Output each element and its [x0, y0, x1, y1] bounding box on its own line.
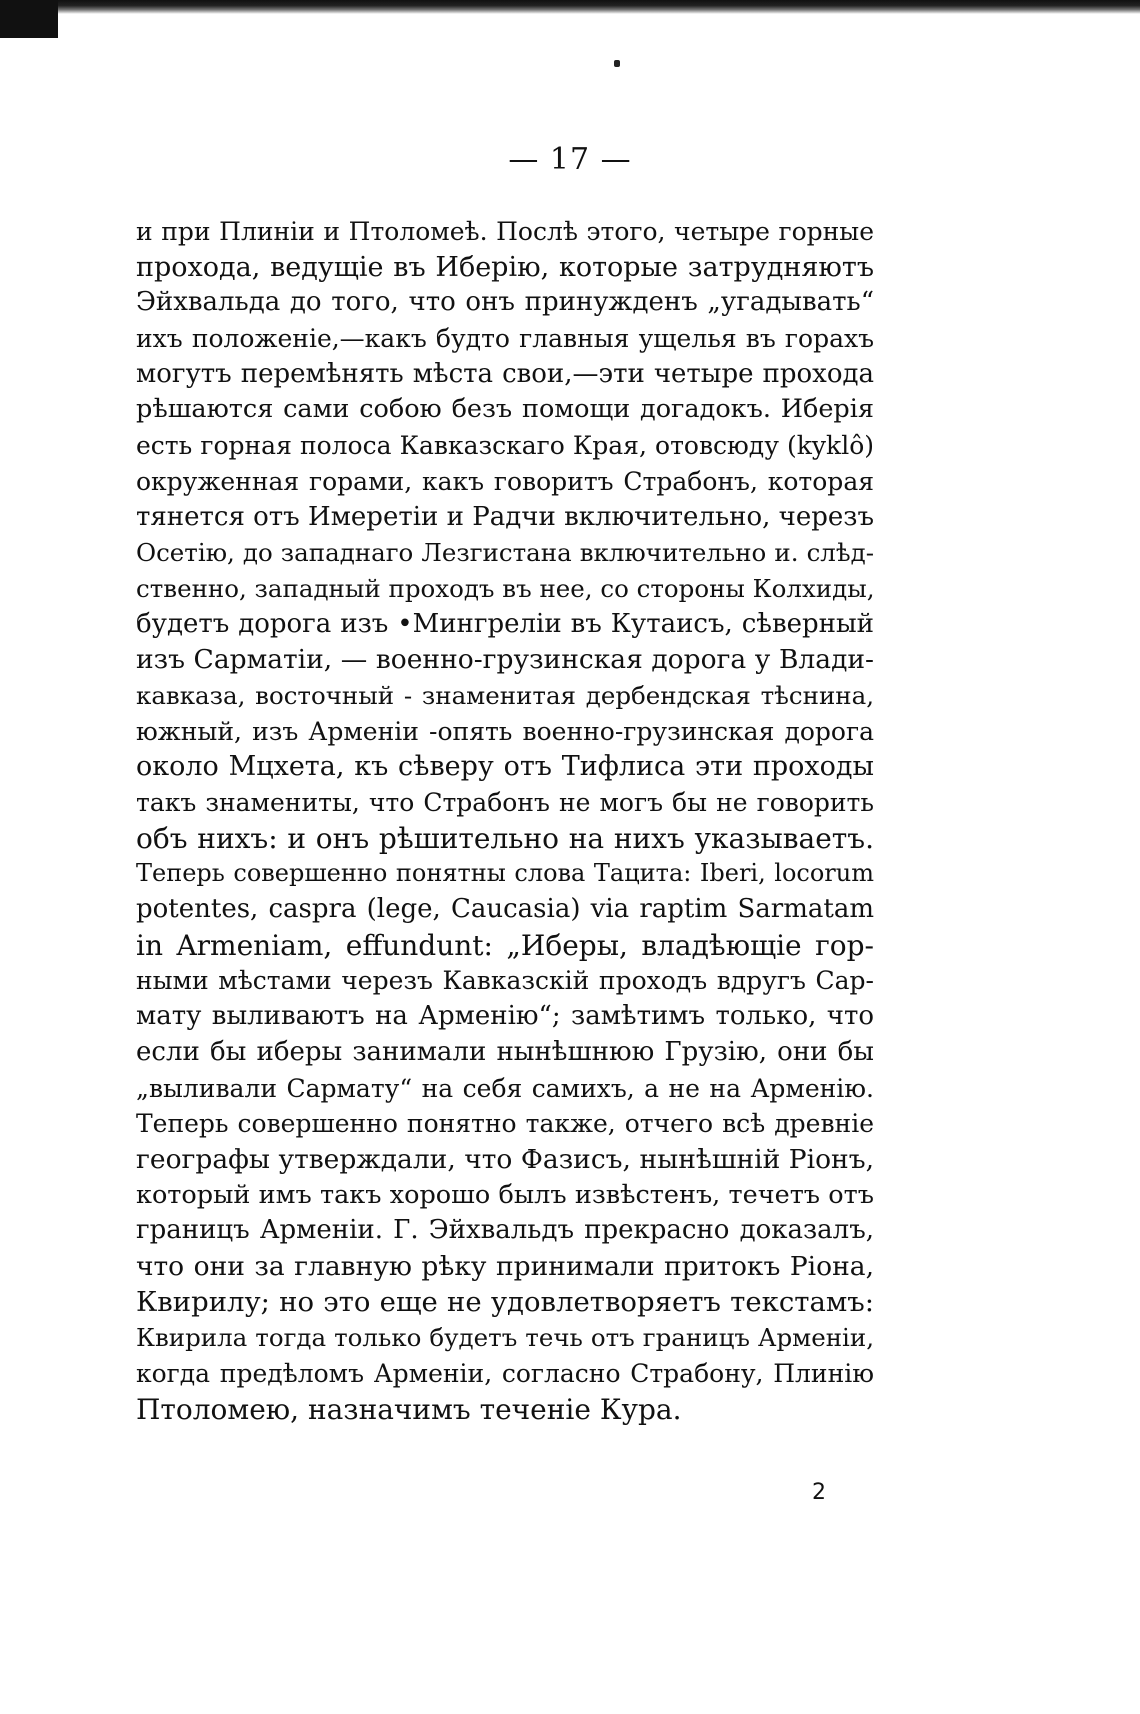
scan-top-edge	[0, 0, 1140, 14]
text-line: границъ Арменіи. Г. Эйхвальдъ прекрасно доказалъ,	[136, 1215, 874, 1246]
text-line: тянется отъ Имеретіи и Радчи включительно, черезъ	[136, 501, 874, 532]
text-line: Квирила тогда только будетъ течь отъ границъ Арменіи,	[136, 1323, 874, 1353]
text-line: ственно, западный проходъ въ нее, со стороны Колхиды,	[136, 573, 874, 603]
text-line: который имъ такъ хорошо былъ извѣстенъ, течетъ отъ	[136, 1179, 874, 1210]
text-line: ными мѣстами черезъ Кавказскій проходъ вдругъ Сар-	[136, 966, 874, 996]
text-line: Птоломею, назначимъ теченіе Кура.	[136, 1392, 682, 1426]
scan-corner-shadow	[0, 0, 58, 38]
text-line: географы утверждали, что Фазисъ, нынѣшній Ріонъ,	[136, 1143, 874, 1175]
text-line: что они за главную рѣку принимали притокъ Ріона,	[136, 1250, 874, 1282]
text-line: рѣшаются сами собою безъ помощи догадокъ. Иберія	[136, 394, 874, 425]
text-line: прохода, ведущіе въ Иберію, которые затрудняютъ	[136, 251, 874, 283]
text-line: могутъ перемѣнять мѣста свои,—эти четыре прохода	[136, 358, 874, 389]
text-line: есть горная полоса Кавказскаго Края, отовсюду (kyklô)	[136, 431, 874, 461]
text-line: Эйхвальда до того, что онъ принужденъ „угадывать“	[136, 287, 874, 318]
page-number: — 17 —	[508, 142, 632, 177]
text-line: Теперь совершенно понятно также, отчего всѣ древніе	[136, 1109, 874, 1139]
text-line: объ нихъ: и онъ рѣшительно на нихъ указываетъ.	[136, 821, 874, 855]
text-line: кавказа, восточный - знаменитая дербендская тѣснина,	[136, 680, 874, 710]
text-line: Теперь совершенно понятны слова Тацита: Iberi, locorum	[136, 859, 874, 888]
text-line: potentes, caspra (lege, Caucasia) via raptim Sarmatam	[136, 894, 874, 925]
text-line: такъ знамениты, что Страбонъ не могъ бы не говорить	[136, 788, 874, 817]
text-line: Осетію, до западнаго Лезгистана включительно и. слѣд-	[136, 538, 874, 568]
text-line: „выливали Сармату“ на себя самихъ, а не на Арменію.	[136, 1073, 874, 1103]
text-line: и при Плиніи и Птоломеѣ. Послѣ этого, четыре горные	[136, 217, 874, 246]
text-line: будетъ дорога изъ •Мингреліи въ Кутаисъ, сѣверный	[136, 608, 874, 639]
text-line: ихъ положеніе,—какъ будто главныя ущелья въ горахъ	[136, 324, 874, 354]
text-line: около Мцхета, къ сѣверу отъ Тифлиса эти проходы	[136, 751, 874, 783]
text-line: окруженная горами, какъ говоритъ Страбонъ, которая	[136, 466, 874, 496]
signature-mark: 2	[812, 1480, 826, 1505]
text-line: когда предѣломъ Арменіи, согласно Страбону, Плинію	[136, 1359, 874, 1388]
ink-speck	[614, 60, 620, 67]
text-line: мату выливаютъ на Арменію“; замѣтимъ только, что	[136, 1001, 874, 1032]
text-line: южный, изъ Арменіи -опять военно-грузинская дорога	[136, 716, 874, 746]
body-text	[136, 214, 874, 1427]
text-line: in Armeniam, effundunt: „Иберы, владѣющіе гор-	[136, 928, 874, 962]
text-line: изъ Сарматіи, — военно-грузинская дорога у Влади-	[136, 644, 874, 676]
text-line: если бы иберы занимали нынѣшнюю Грузію, они бы	[136, 1036, 874, 1067]
text-line: Квирилу; но это еще не удовлетворяетъ текстамъ:	[136, 1285, 874, 1318]
